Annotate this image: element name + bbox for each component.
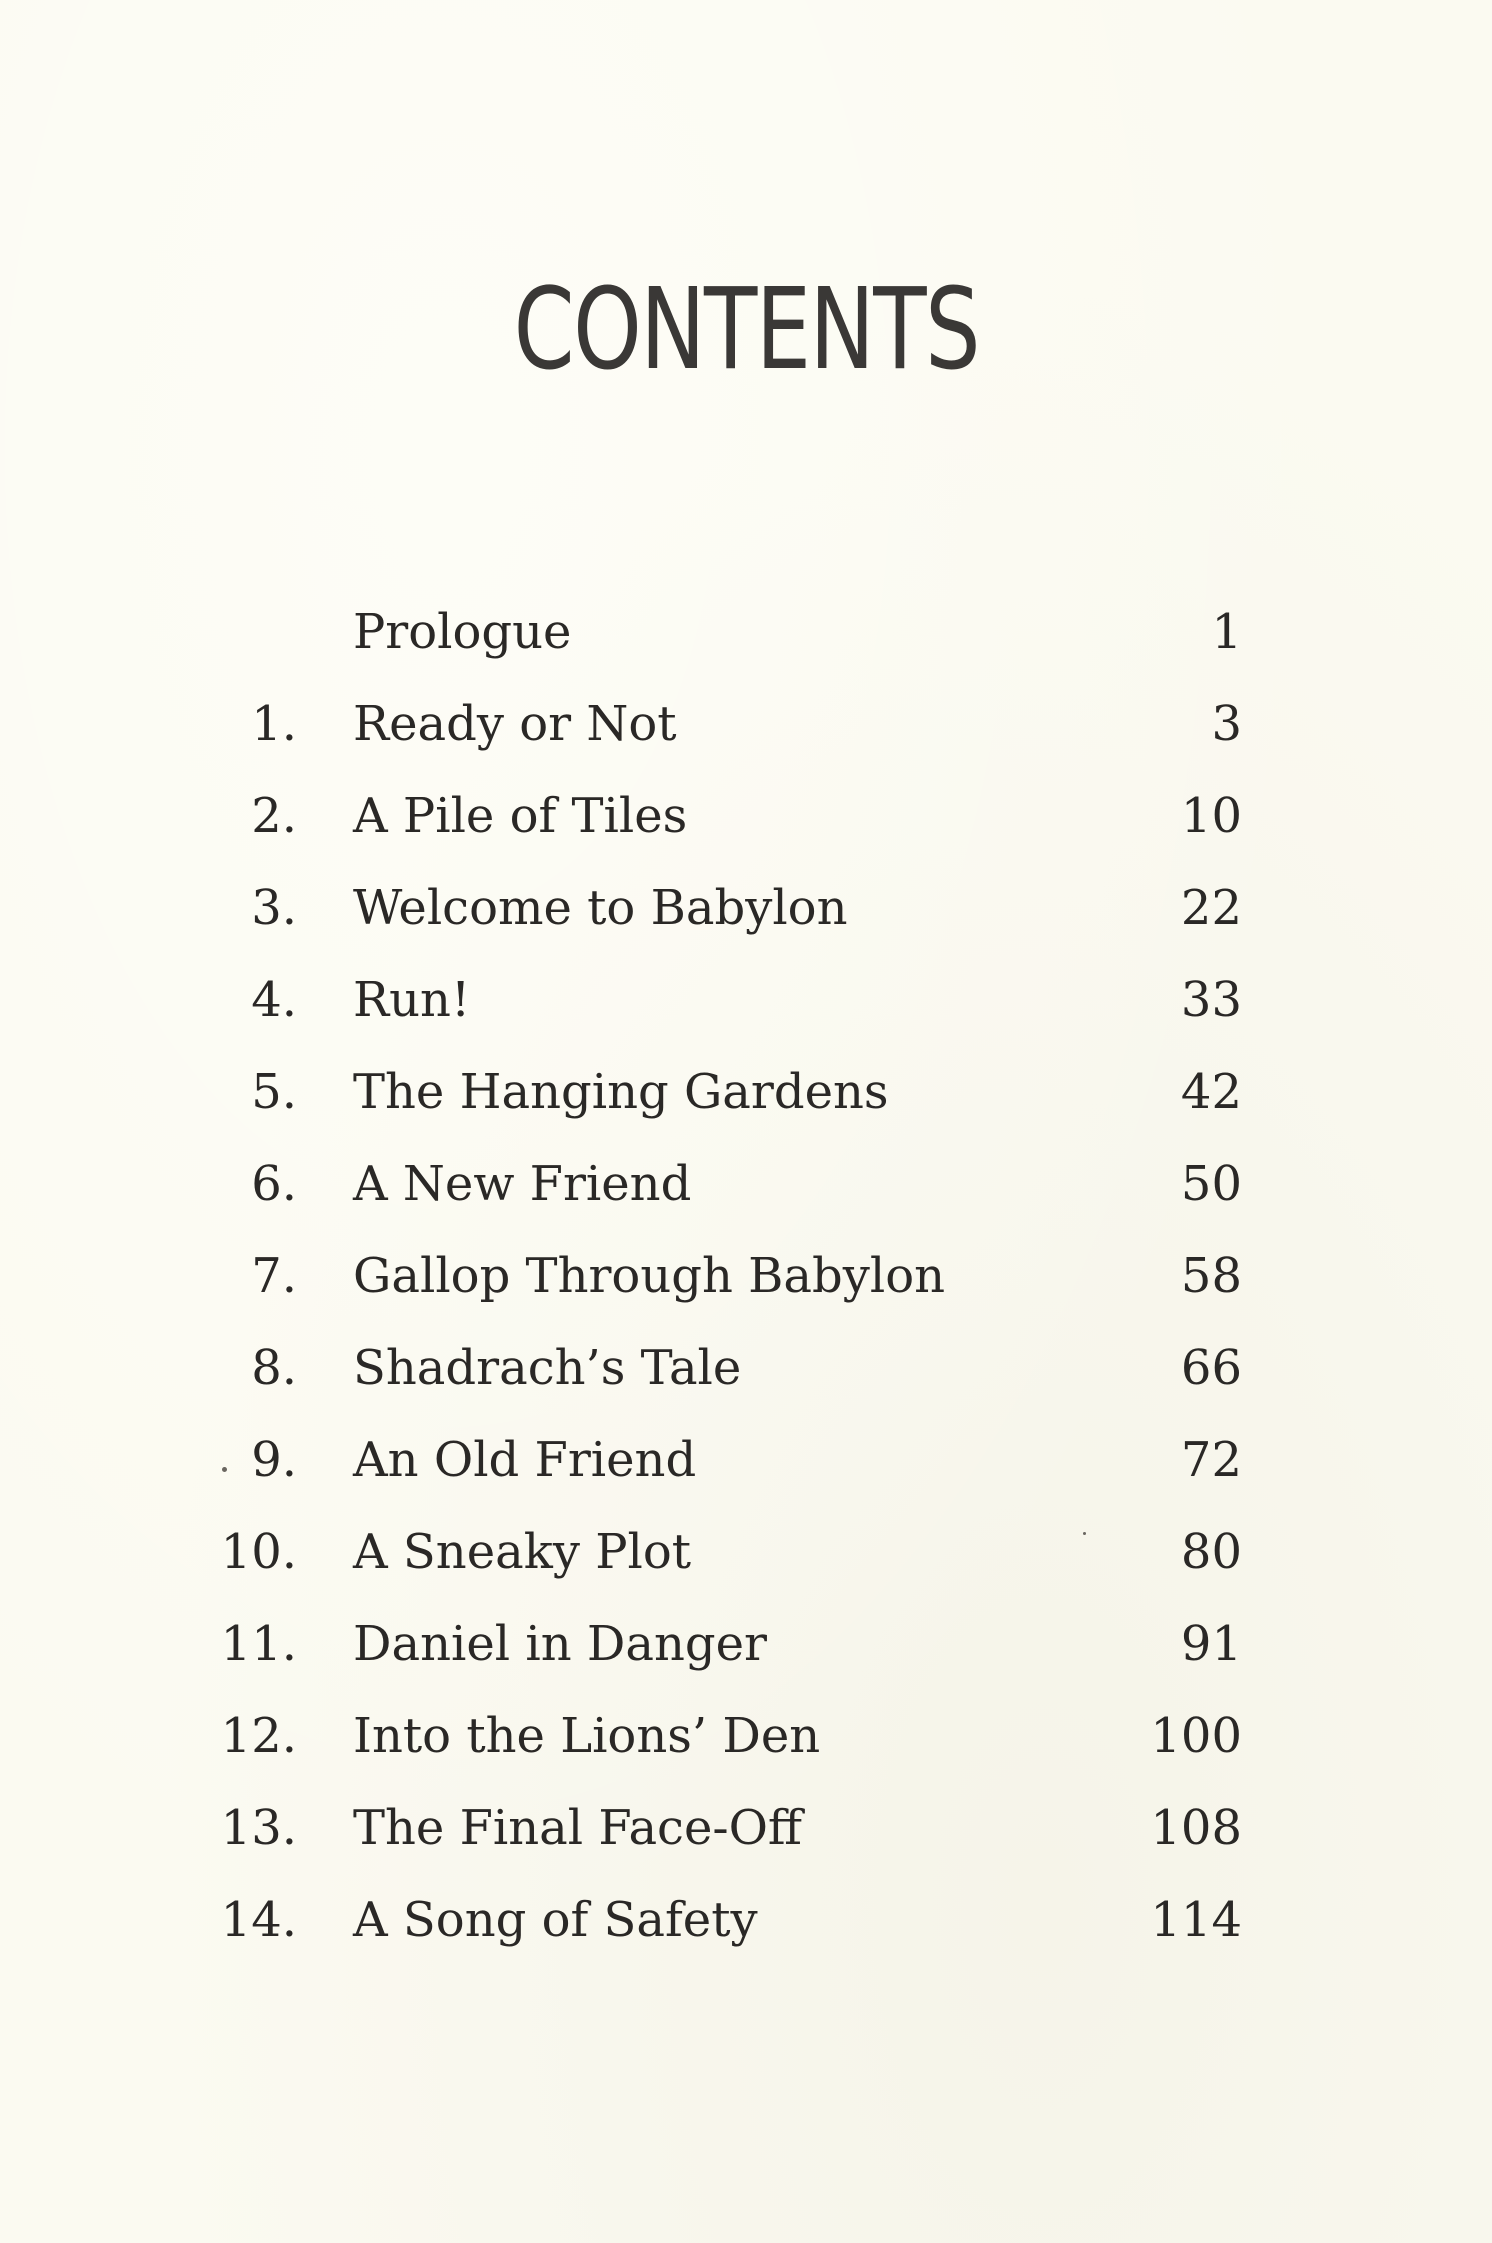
page-number: 1 (1211, 604, 1242, 660)
chapter-title: Shadrach’s Tale (353, 1340, 742, 1396)
toc-entry (0, 776, 1492, 856)
page-number: 3 (1211, 696, 1242, 752)
page-number: 10 (1180, 788, 1242, 844)
chapter-number: 2. (251, 788, 297, 844)
chapter-number: 8. (251, 1340, 297, 1396)
page-number: 42 (1180, 1064, 1242, 1120)
page-title: CONTENTS (513, 265, 979, 395)
page-number: 114 (1150, 1892, 1242, 1948)
print-speck (1083, 1532, 1086, 1535)
chapter-title: Prologue (353, 604, 572, 660)
chapter-title: Gallop Through Babylon (353, 1248, 946, 1304)
chapter-number: 11. (220, 1616, 297, 1672)
chapter-number: 4. (251, 972, 297, 1028)
toc-entry (0, 1144, 1492, 1224)
page-number: 66 (1180, 1340, 1242, 1396)
page-number: 91 (1180, 1616, 1242, 1672)
chapter-title: A Pile of Tiles (353, 788, 688, 844)
toc-entry (0, 1788, 1492, 1868)
chapter-title: A New Friend (353, 1156, 692, 1212)
chapter-number: 3. (251, 880, 297, 936)
chapter-title: Daniel in Danger (353, 1616, 767, 1672)
toc-entry (0, 868, 1492, 948)
chapter-title: Into the Lions’ Den (353, 1708, 821, 1764)
page-number: 58 (1180, 1248, 1242, 1304)
page-number: 100 (1150, 1708, 1242, 1764)
chapter-title: An Old Friend (353, 1432, 697, 1488)
toc-entry (0, 1880, 1492, 1960)
chapter-number: 10. (220, 1524, 297, 1580)
toc-entry (0, 1052, 1492, 1132)
toc-entry (0, 1420, 1492, 1500)
chapter-title: A Sneaky Plot (353, 1524, 692, 1580)
page-number: 50 (1180, 1156, 1242, 1212)
chapter-number: 9. (251, 1432, 297, 1488)
chapter-number: 7. (251, 1248, 297, 1304)
toc-entry (0, 1512, 1492, 1592)
chapter-title: The Hanging Gardens (353, 1064, 889, 1120)
chapter-title: Run! (353, 972, 471, 1028)
chapter-number: 5. (251, 1064, 297, 1120)
chapter-title: A Song of Safety (353, 1892, 758, 1948)
chapter-title: The Final Face-Off (353, 1800, 803, 1856)
toc-entry (0, 1604, 1492, 1684)
toc-entry (0, 1236, 1492, 1316)
toc-entry (0, 960, 1492, 1040)
chapter-number: 14. (220, 1892, 297, 1948)
toc-entry-prologue (0, 592, 1492, 672)
page-number: 108 (1150, 1800, 1242, 1856)
page-number: 72 (1180, 1432, 1242, 1488)
chapter-number: 6. (251, 1156, 297, 1212)
page-number: 80 (1180, 1524, 1242, 1580)
toc-entry (0, 1328, 1492, 1408)
toc-entry (0, 684, 1492, 764)
page-number: 33 (1180, 972, 1242, 1028)
contents-heading-block (0, 255, 1492, 405)
toc-entry (0, 1696, 1492, 1776)
chapter-number: 1. (251, 696, 297, 752)
page-number: 22 (1180, 880, 1242, 936)
chapter-title: Welcome to Babylon (353, 880, 848, 936)
chapter-number: 12. (220, 1708, 297, 1764)
chapter-number: 13. (220, 1800, 297, 1856)
chapter-title: Ready or Not (353, 696, 677, 752)
print-speck (222, 1467, 227, 1472)
